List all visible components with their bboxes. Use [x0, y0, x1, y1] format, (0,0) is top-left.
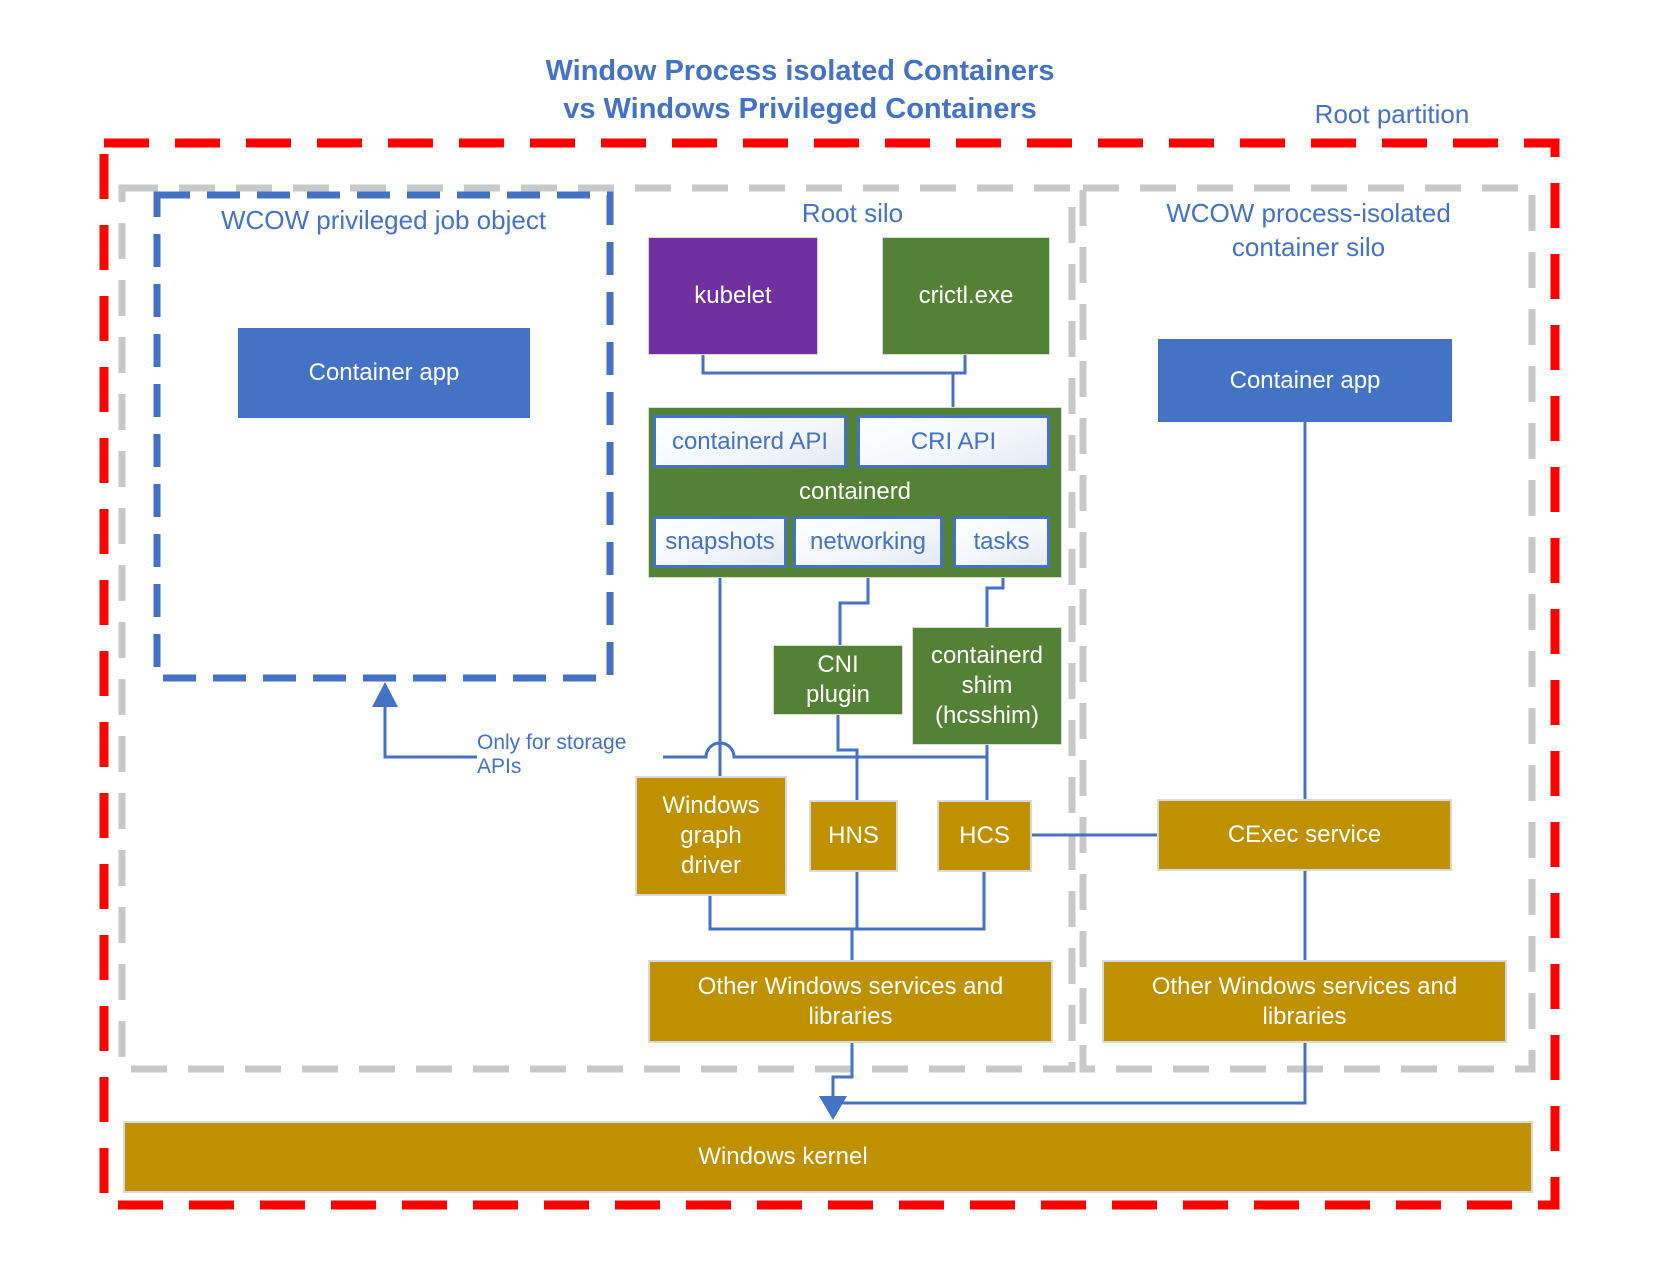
cri-api-box: CRI API	[857, 415, 1050, 468]
connector-networking-cni	[840, 568, 868, 645]
networking-box: networking	[793, 516, 943, 568]
hcs-box: HCS	[937, 800, 1032, 872]
tasks-box: tasks	[953, 516, 1050, 568]
containerd-label: containerd	[798, 478, 912, 505]
connector-services-right-kernel	[833, 1043, 1305, 1103]
other-services-right-box: Other Windows services and libraries	[1102, 960, 1507, 1043]
only-storage-apis-note: Only for storage APIs	[477, 731, 627, 778]
container-app-right-box: Container app	[1158, 339, 1452, 422]
title-line2: vs Windows Privileged Containers	[563, 93, 1037, 125]
hns-box: HNS	[809, 800, 898, 872]
shim-line3: (hcsshim)	[934, 702, 1039, 729]
cni-plugin-box	[773, 645, 903, 715]
container-silo-border	[1083, 188, 1532, 1069]
containerd-shim-box	[912, 627, 1062, 745]
shim-line2: shim	[961, 672, 1013, 699]
connector-storage-apis-right	[663, 743, 987, 757]
windows-graph-driver-box	[635, 776, 787, 896]
privileged-job-object-label: WCOW privileged job object	[220, 205, 547, 235]
root-silo-label: Root silo	[801, 198, 904, 228]
shim-line1: containerd	[930, 642, 1044, 669]
title-line1: Window Process isolated Containers	[545, 55, 1055, 87]
container-silo-label-line1: WCOW process-isolated	[1166, 198, 1451, 228]
up-arrowhead	[372, 682, 398, 707]
snapshots-box: snapshots	[653, 516, 787, 568]
graph-driver-line3: driver	[680, 852, 741, 879]
windows-kernel-box: Windows kernel	[123, 1121, 1533, 1193]
container-silo-label	[1085, 196, 1532, 264]
root-partition-label: Root partition	[1314, 99, 1470, 129]
kubelet-box: kubelet	[648, 237, 818, 355]
graph-driver-line1: Windows	[662, 792, 760, 819]
graph-driver-line2: graph	[680, 822, 742, 849]
container-silo-label-line2: container silo	[1231, 232, 1386, 262]
cexec-service-box: CExec service	[1157, 799, 1452, 871]
diagram-title	[420, 52, 1180, 128]
other-services-left-box: Other Windows services and libraries	[648, 960, 1053, 1043]
connector-storage-apis-left	[385, 704, 477, 757]
container-app-left-box: Container app	[238, 328, 530, 418]
cni-plugin-line2: plugin	[805, 681, 871, 708]
crictl-box: crictl.exe	[882, 237, 1050, 355]
connector-kubelet-crictl	[703, 355, 965, 373]
containerd-api-box: containerd API	[653, 415, 847, 468]
down-arrowhead	[819, 1096, 847, 1120]
privileged-job-object-border	[157, 195, 610, 678]
cni-plugin-line1: CNI	[817, 651, 859, 678]
